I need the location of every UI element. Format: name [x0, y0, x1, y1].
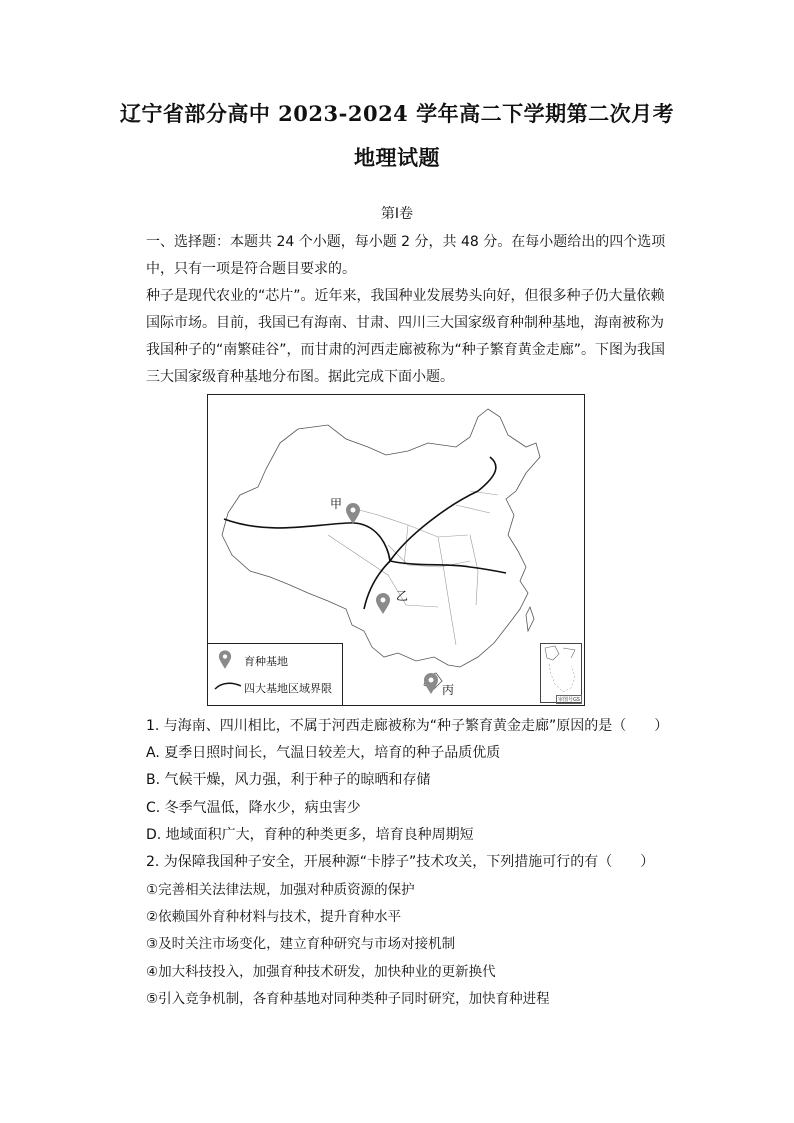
label-bing: 丙	[442, 683, 455, 697]
q1-option-a[interactable]: A. 夏季日照时间长，气温日较差大，培育的种子品质优质	[146, 745, 501, 761]
breeding-base-map	[207, 394, 585, 706]
q1-option-c[interactable]: C. 冬季气温低，降水少，病虫害少	[146, 800, 361, 816]
label-jia: 甲	[330, 497, 343, 511]
q1-option-d[interactable]: D. 地域面积广大，育种的种类更多，培育良种周期短	[146, 827, 474, 843]
marker-jia-icon	[345, 503, 361, 525]
marker-bing-icon	[423, 673, 439, 695]
legend-line-icon	[214, 680, 242, 692]
instructions: 一、选择题：本题共 24 个小题，每小题 2 分，共 48 分。在每小题给出的四个选项中，只有一项是符合题目要求的。	[146, 234, 666, 277]
legend-boundary-label: 四大基地区域界限	[244, 682, 332, 695]
q2-statement-4: ④加大科技投入，加强育种技术研发，加快种业的更新换代	[146, 964, 496, 980]
map-approval-stamp: 审图号GS	[557, 697, 580, 703]
legend-base-label: 育种基地	[244, 655, 288, 668]
boundary-lines	[224, 457, 506, 609]
q2-statement-1: ①完善相关法律法规，加强对种质资源的保护	[146, 882, 415, 898]
south-sea-inset	[540, 643, 582, 703]
q2-statement-2: ②依赖国外育种材料与技术，提升育种水平	[146, 909, 402, 925]
q2-stem: 2. 为保障我国种子安全，开展种源“卡脖子”技术攻关，下列措施可行的有（ ）	[146, 854, 655, 870]
label-yi: 乙	[396, 589, 409, 603]
passage: 种子是现代农业的“芯片”。近年来，我国种业发展势头向好，但很多种子仍大量依赖国际市场。目前，我国已有海南、甘肃、四川三大国家级育种制种基地，海南被称为我国种子的“南繁硅谷”，而甘肃的河西走廊被称为“种子繁育黄金走廊”。下图为我国三大国家级育种基地分布图。据此完成下面小题。	[146, 288, 666, 385]
inset-drawing	[541, 644, 581, 702]
exam-title: 辽宁省部分高中 2023-2024 学年高二下学期第二次月考	[119, 101, 675, 126]
q1-stem: 1. 与海南、四川相比，不属于河西走廊被称为“种子繁育黄金走廊”原因的是（ ）	[146, 718, 669, 734]
exam-subtitle: 地理试题	[354, 145, 440, 170]
q1-option-b[interactable]: B. 气候干燥，风力强，利于种子的晾晒和存储	[146, 772, 431, 788]
q2-statement-3: ③及时关注市场变化，建立育种研究与市场对接机制	[146, 936, 456, 952]
legend-marker-icon	[218, 650, 232, 670]
map-legend	[208, 643, 343, 706]
taiwan-island	[526, 607, 534, 631]
marker-yi-icon	[375, 593, 391, 615]
q2-statement-5: ⑤引入竞争机制，各育种基地对同种类种子同时研究，加快育种进程	[146, 991, 550, 1007]
section-label: 第Ⅰ卷	[380, 206, 414, 222]
